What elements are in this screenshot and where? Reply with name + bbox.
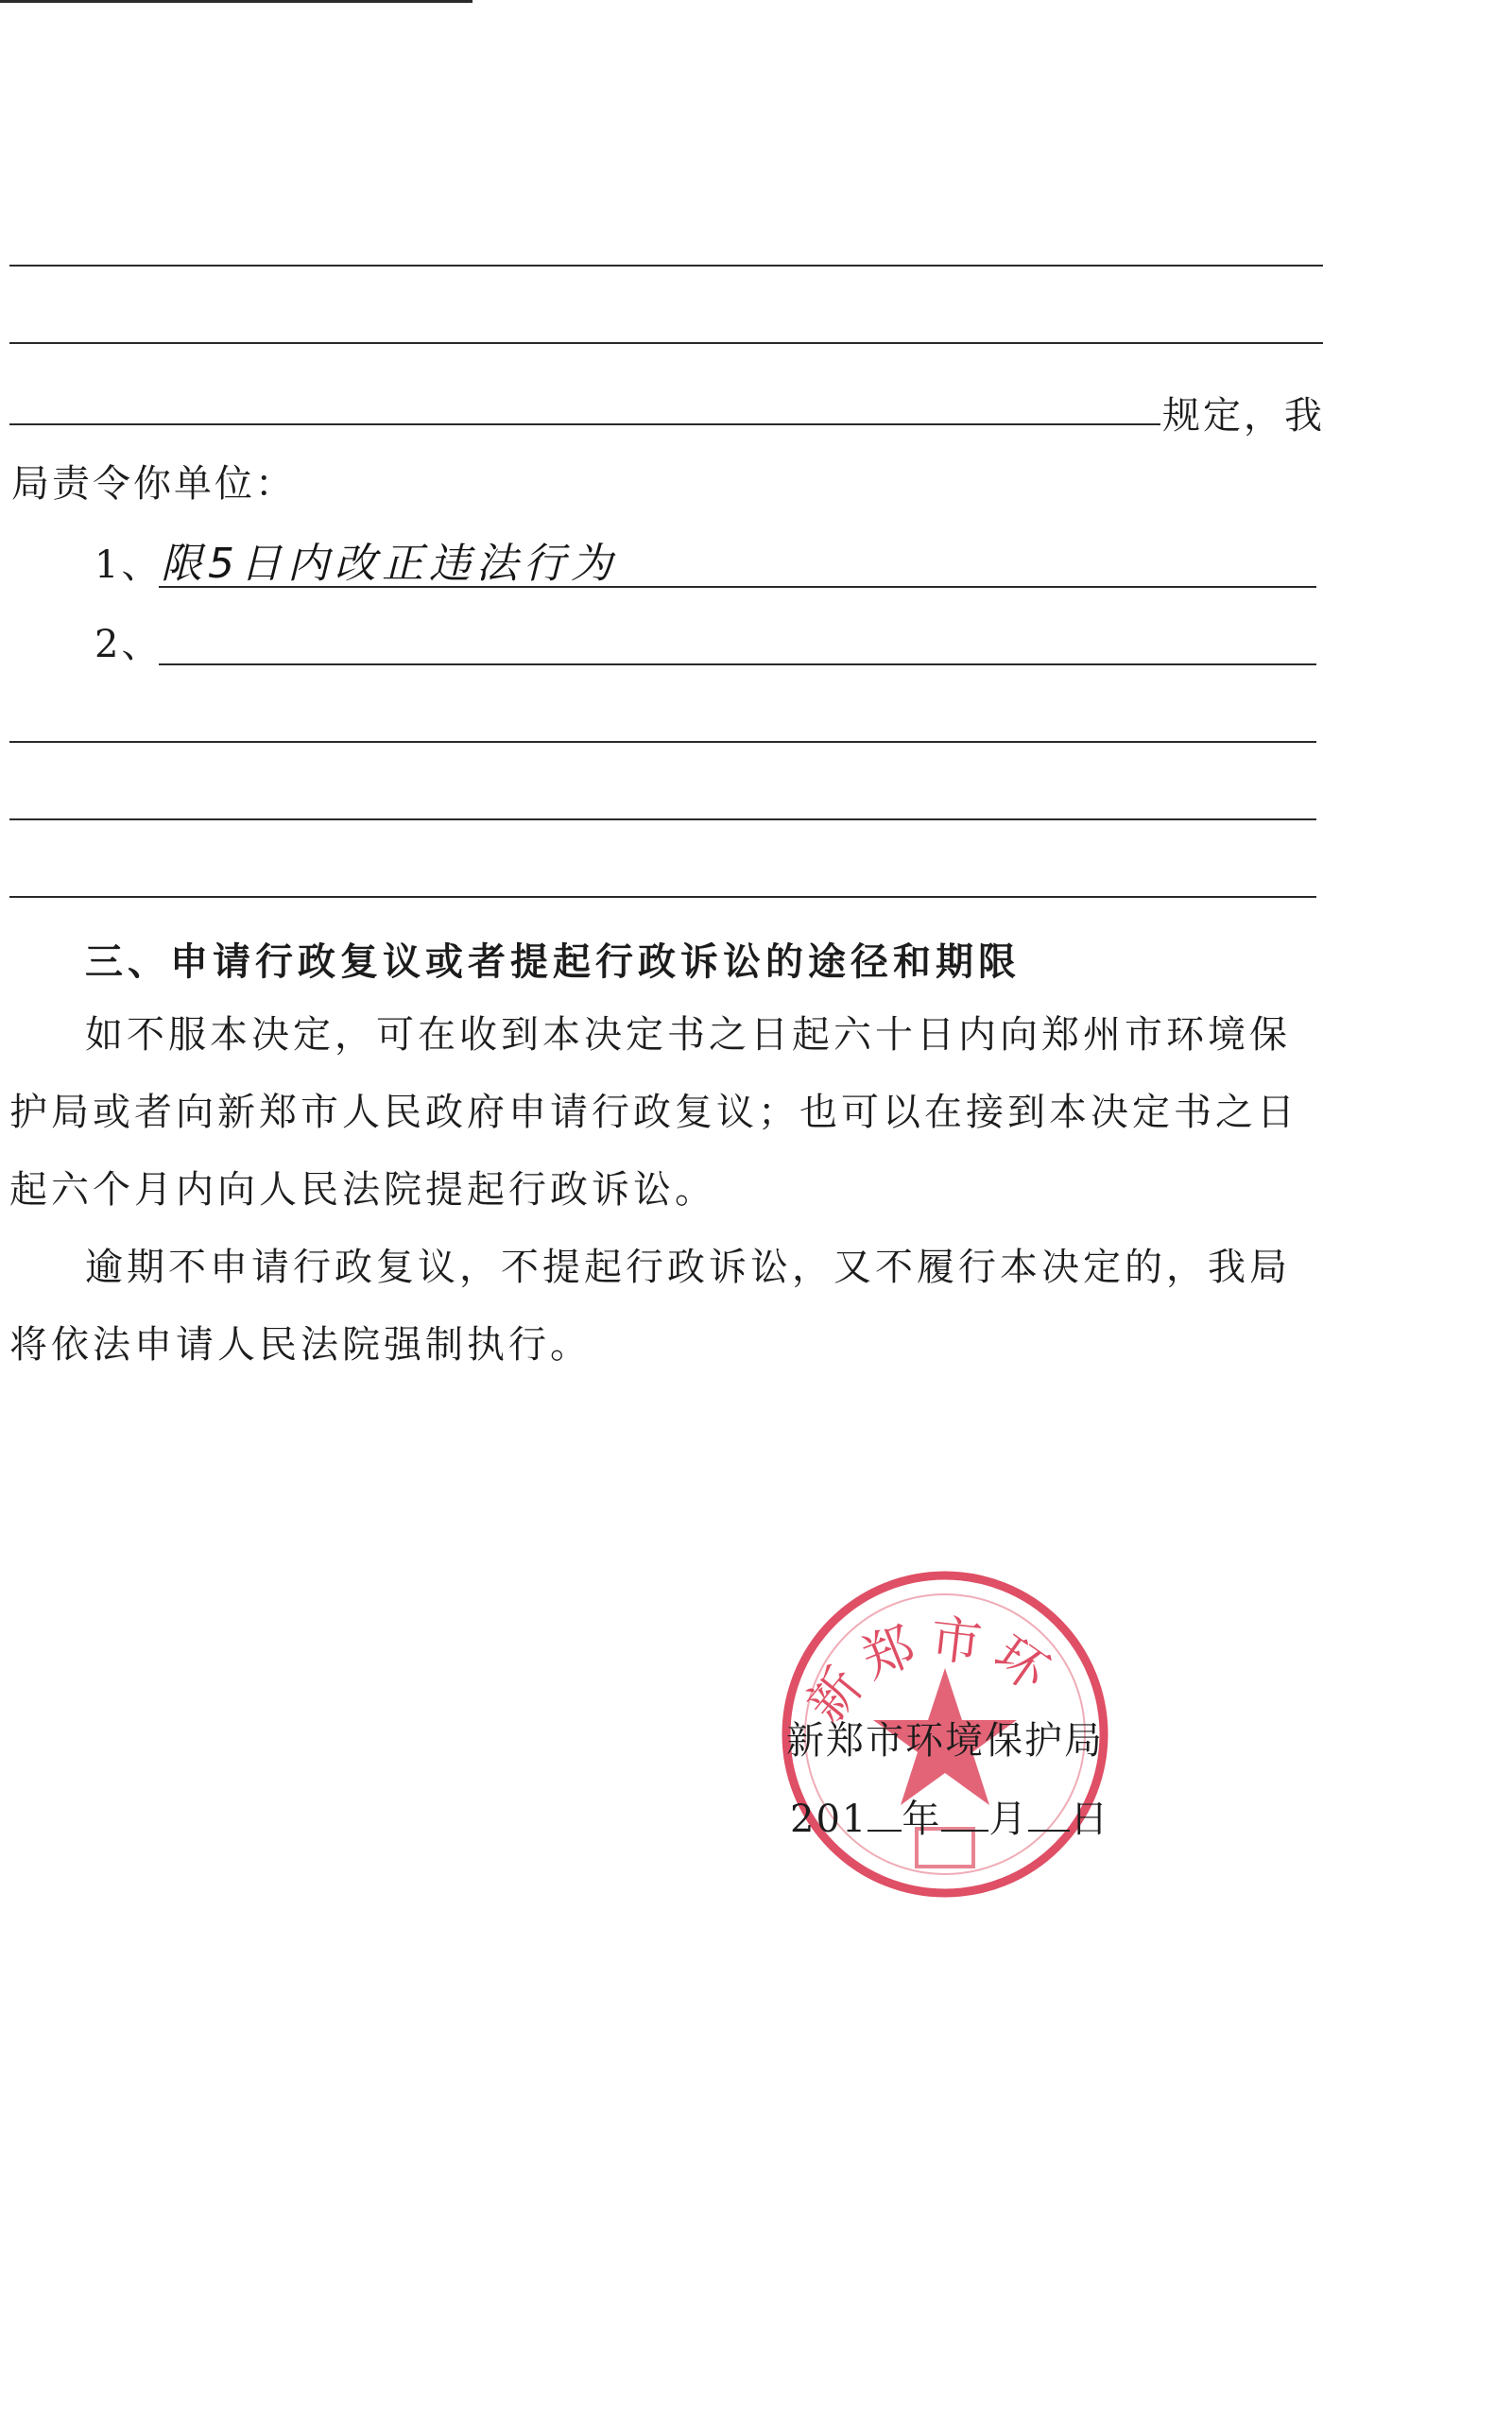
paragraph-review-rights: 如不服本决定，可在收到本决定书之日起六十日内向郑州市环境保护局或者向新郑市人民政府申请行政复议；也可以在接到本决定书之日起六个月内向人民法院提起行政诉讼。 [9,1013,1298,1212]
date-year-blank [868,1830,902,1832]
scan-edge [0,0,472,3]
blank-line [9,896,1316,898]
blank-line [9,818,1316,820]
date-day-suffix: 日 [1070,1798,1110,1841]
date-year-prefix: 201 [790,1798,868,1841]
date-year-suffix: 年 [902,1798,942,1841]
blank-line [9,265,1323,267]
item-1-handwriting: 限5日内改正违法行为 [161,540,618,588]
rule-suffix: 规定，我 [1162,394,1325,438]
issuing-agency: 新郑市环境保护局 [786,1719,1104,1763]
item-2-number: 2、 [94,623,163,666]
blank-line [9,342,1323,344]
section-3-title: 三、申请行政复议或者提起行政诉讼的途径和期限 [85,939,1021,984]
date-month-blank [941,1830,988,1832]
item-1-line [159,586,1316,588]
issue-date [790,1789,1109,1843]
item-1-number: 1、 [94,543,163,587]
order-intro: 局责令你单位： [11,462,296,506]
blank-line [9,741,1316,743]
seal-arc-text: 新郑市环 [795,1609,1067,1734]
blank-line [9,423,1160,425]
date-day-blank [1028,1830,1070,1832]
date-month-suffix: 月 [988,1798,1029,1841]
paragraph-enforcement: 逾期不申请行政复议，不提起行政诉讼，又不履行本决定的，我局将依法申请人民法院强制执行。 [9,1246,1291,1367]
item-2-line [159,663,1316,665]
